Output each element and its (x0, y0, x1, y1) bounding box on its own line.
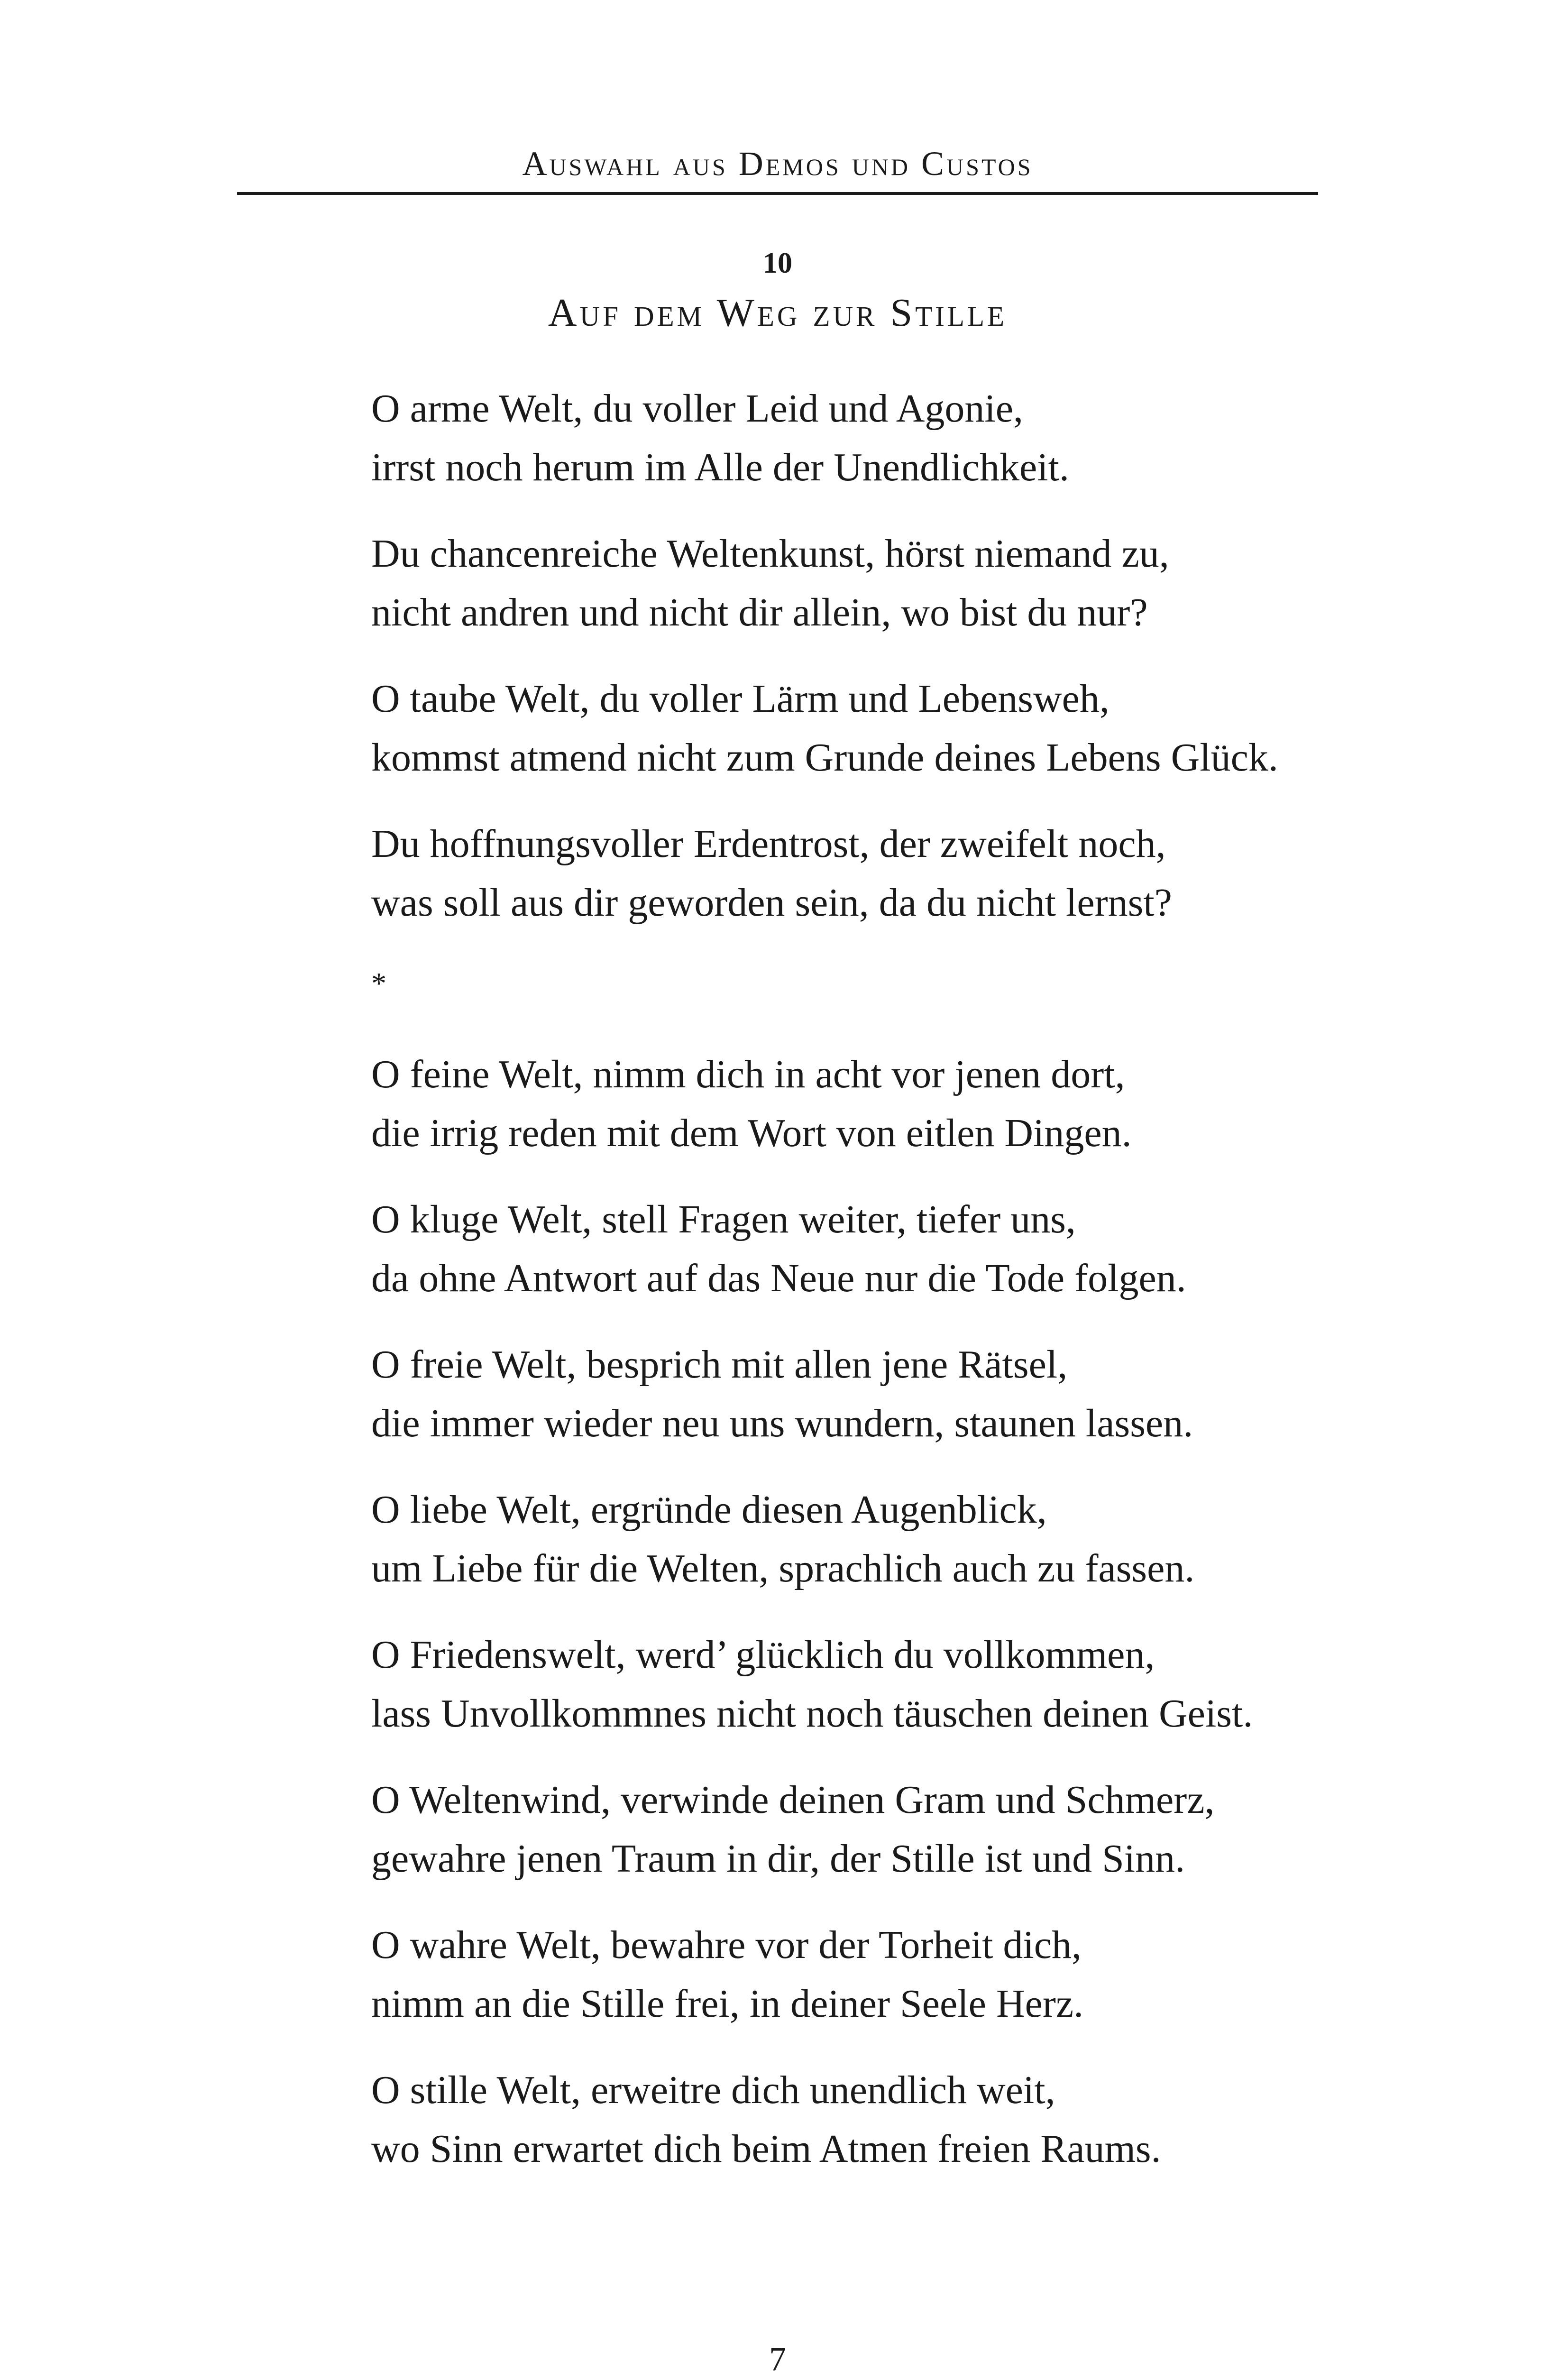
verse-line: gewahre jenen Traum in dir, der Stille ist und Sinn. (371, 1837, 1185, 1881)
stanza (371, 1045, 1367, 1163)
verse-line: lass Unvollkommnes nicht noch täuschen deinen Geist. (371, 1691, 1253, 1736)
stanza (371, 1771, 1367, 1888)
verse-line: O stille Welt, erweitre dich unendlich weit, (371, 2068, 1055, 2112)
stanza (371, 2061, 1367, 2178)
poem-body (371, 379, 1367, 2178)
verse-line: O wahre Welt, bewahre vor der Torheit dich, (371, 1923, 1082, 1967)
verse-line: die irrig reden mit dem Wort von eitlen Dingen. (371, 1111, 1132, 1155)
verse-line: um Liebe für die Welten, sprachlich auch zu fassen. (371, 1546, 1195, 1590)
poem-number: 10 (763, 247, 792, 279)
verse-line: Du hoffnungsvoller Erdentrost, der zweifelt noch, (371, 822, 1166, 866)
verse-line: nimm an die Stille frei, in deiner Seele Herz. (371, 1982, 1084, 2026)
running-head: Auswahl aus Demos und Custos (522, 145, 1033, 183)
verse-line: wo Sinn erwartet dich beim Atmen freien Raums. (371, 2127, 1161, 2171)
verse-line: die immer wieder neu uns wundern, staunen lassen. (371, 1401, 1193, 1445)
verse-line: O taube Welt, du voller Lärm und Lebensweh, (371, 677, 1110, 721)
stanza (371, 815, 1367, 932)
verse-line: kommst atmend nicht zum Grunde deines Lebens Glück. (371, 735, 1278, 780)
verse-line: O Weltenwind, verwinde deinen Gram und Schmerz, (371, 1778, 1215, 1822)
stanza (371, 1335, 1367, 1453)
verse-line: O liebe Welt, ergründe diesen Augenblick, (371, 1488, 1047, 1532)
stanza (371, 1480, 1367, 1598)
poem-title: Auf dem Weg zur Stille (548, 291, 1008, 335)
verse-line: O Friedenswelt, werd’ glücklich du vollkommen, (371, 1633, 1155, 1677)
stanza (371, 1916, 1367, 2033)
stanza (371, 1626, 1367, 1743)
stanza (371, 1190, 1367, 1308)
section-separator: * (371, 966, 386, 1000)
stanza (371, 670, 1367, 787)
verse-line: O freie Welt, besprich mit allen jene Rätsel, (371, 1342, 1068, 1387)
header-rule (237, 192, 1318, 195)
stanza (371, 379, 1367, 497)
verse-line: was soll aus dir geworden sein, da du nicht lernst? (371, 881, 1172, 925)
page-number: 7 (769, 2340, 786, 2371)
verse-line: nicht andren und nicht dir allein, wo bist du nur? (371, 590, 1148, 634)
verse-line: da ohne Antwort auf das Neue nur die Tode folgen. (371, 1256, 1186, 1300)
verse-line: O feine Welt, nimm dich in acht vor jenen dort, (371, 1052, 1125, 1096)
verse-line: O arme Welt, du voller Leid und Agonie, (371, 386, 1024, 431)
verse-line: irrst noch herum im Alle der Unendlichkeit. (371, 445, 1069, 489)
verse-line: Du chancenreiche Weltenkunst, hörst niemand zu, (371, 532, 1169, 576)
stanza (371, 524, 1367, 642)
verse-line: O kluge Welt, stell Fragen weiter, tiefer uns, (371, 1197, 1076, 1241)
